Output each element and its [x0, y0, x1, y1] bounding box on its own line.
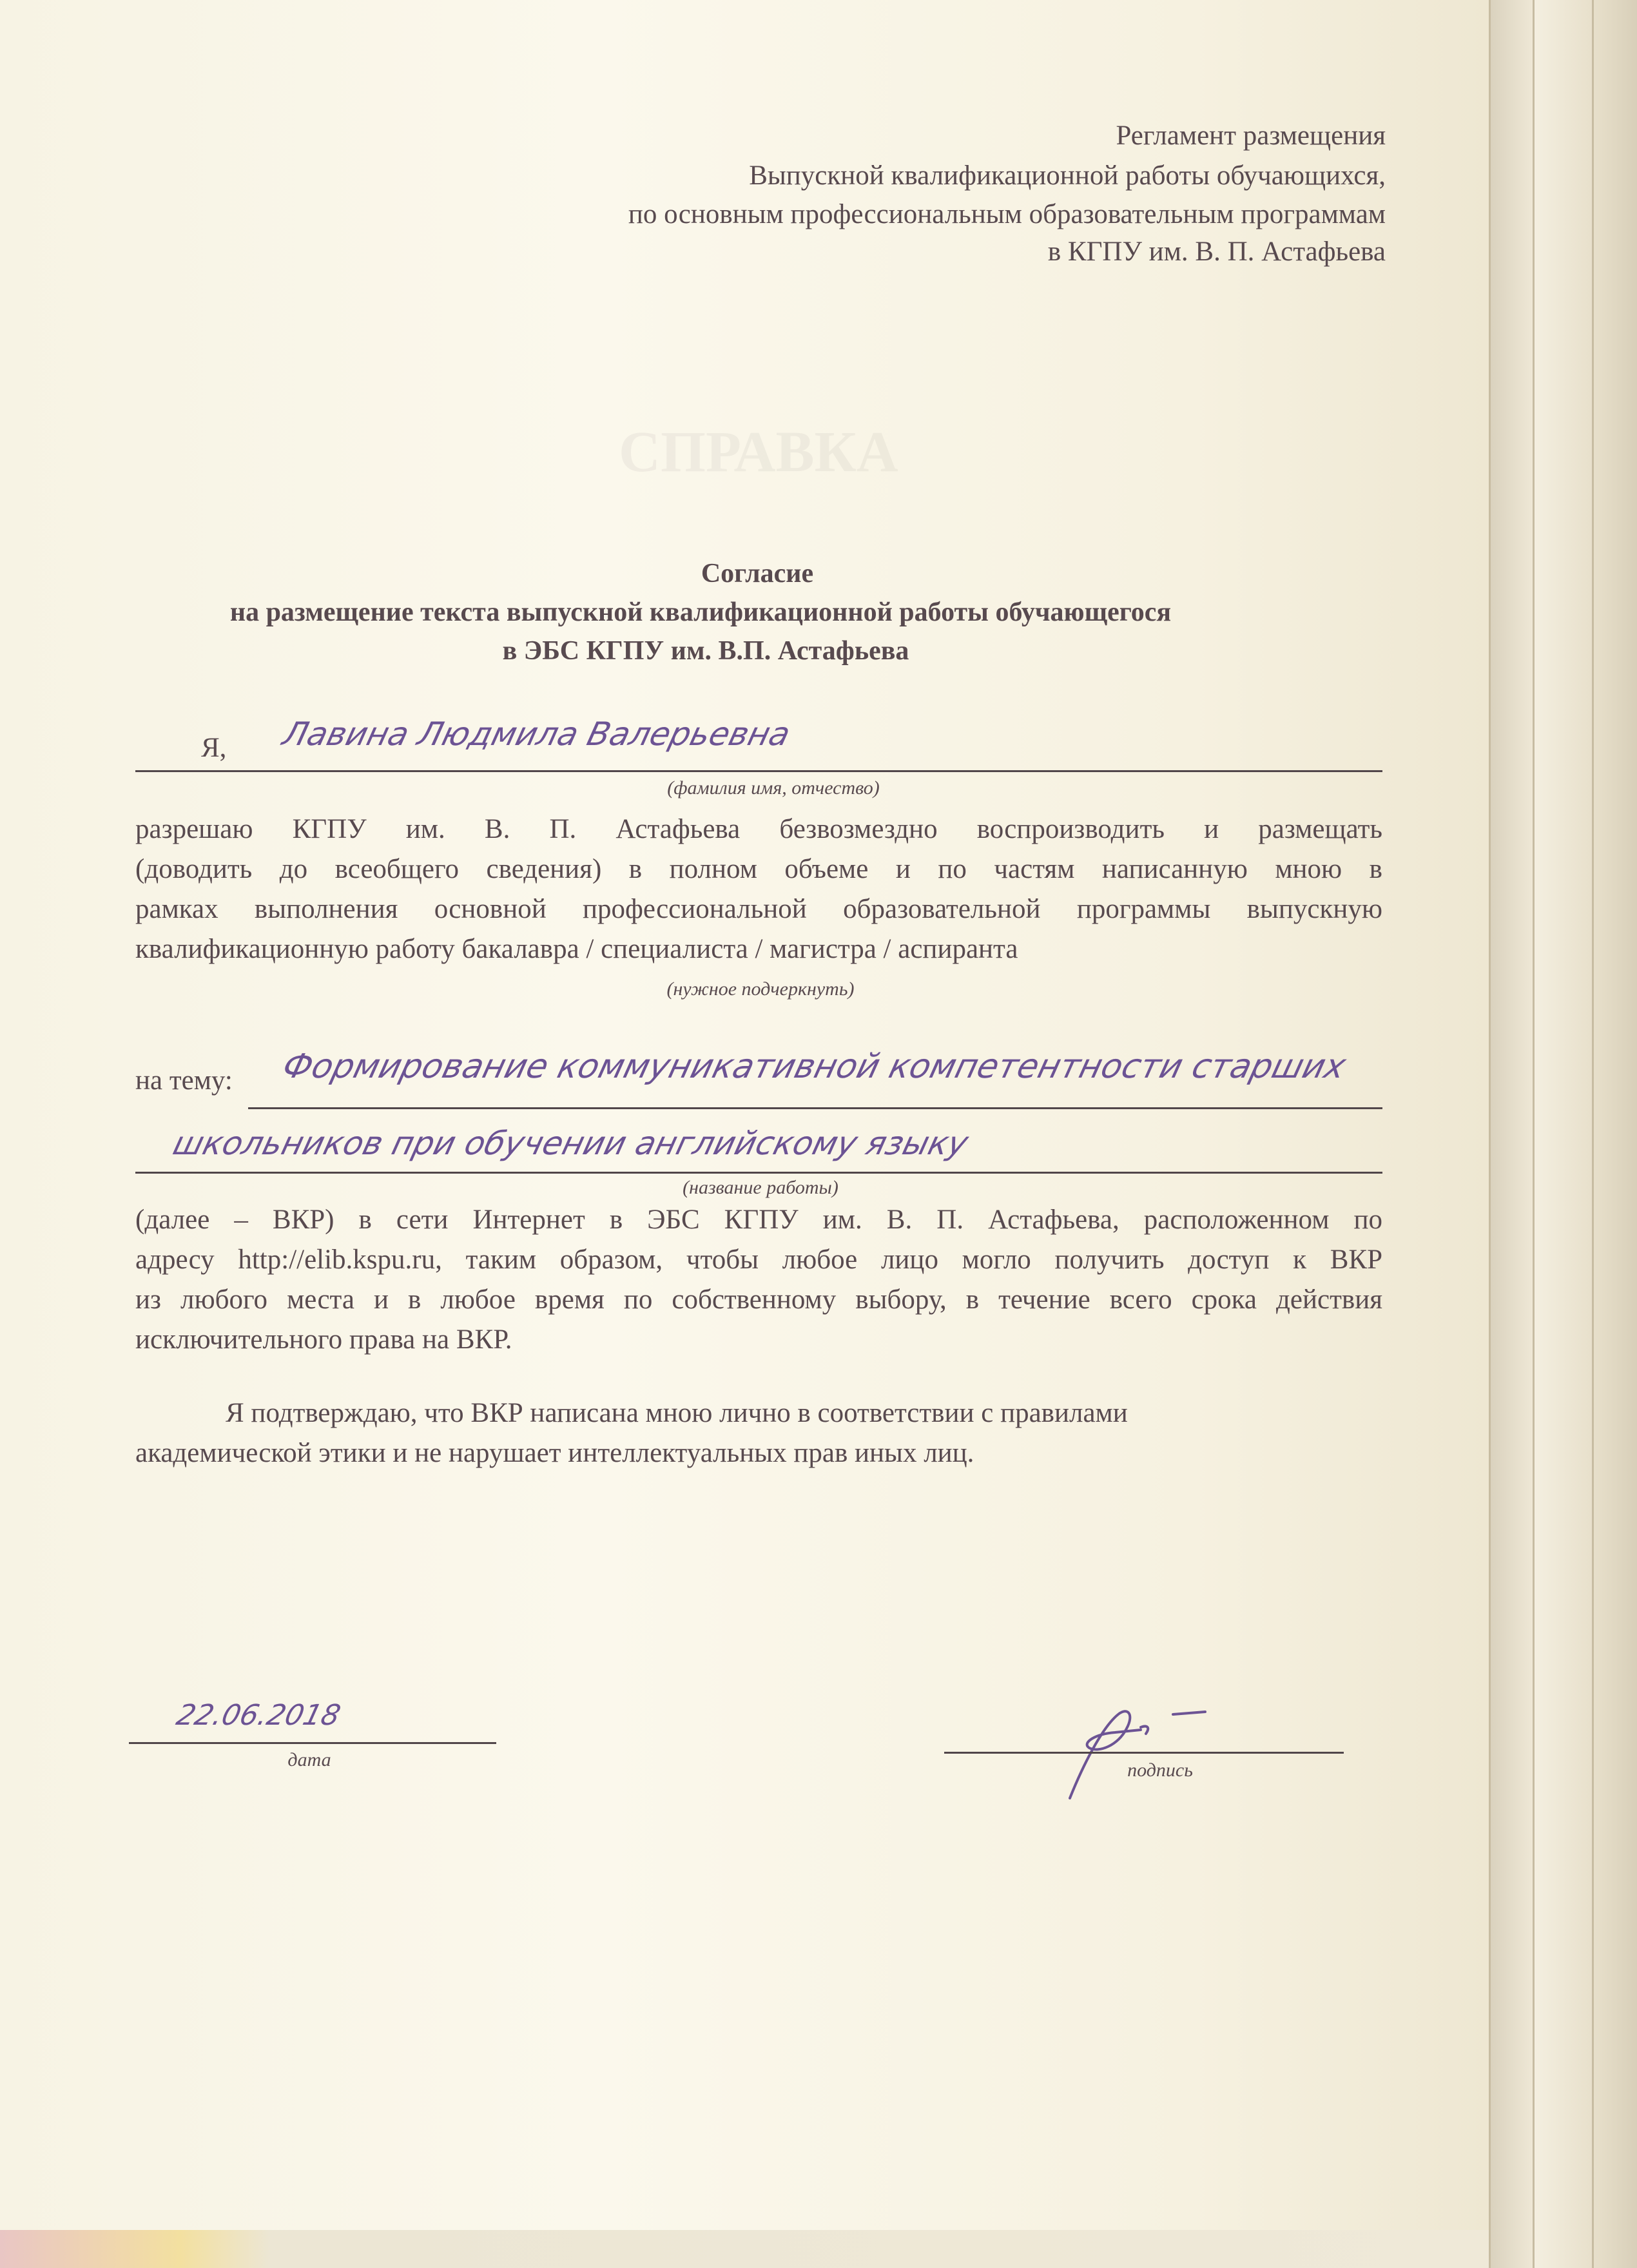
placement-text-line: исключительного права на ВКР. [135, 1324, 512, 1355]
consent-text-line: рамках выполнения основной профессиональной образовательной программы выпускную [135, 894, 1382, 924]
date-underline [129, 1742, 496, 1744]
scan-bottom-strip [0, 2230, 1489, 2268]
consent-text-line: (доводить до всеобщего сведения) в полном объеме и по частям написанную мною в [135, 854, 1382, 884]
handwritten-topic-line: Формирование коммуникативной компетентности старших [278, 1047, 1350, 1086]
topic-underline [248, 1107, 1382, 1109]
name-prefix: Я, [201, 733, 227, 763]
placement-text-line: адресу http://elib.kspu.ru, таким образом, чтобы любое лицо могло получить доступ к ВКР [135, 1245, 1382, 1275]
topic-caption: (название работы) [683, 1177, 838, 1198]
document-title: Согласие [701, 559, 814, 588]
consent-text-line: квалификационную работу бакалавра / специалиста / магистра / аспиранта [135, 934, 1018, 964]
date-caption: дата [287, 1749, 331, 1770]
placement-text-line: (далее – ВКР) в сети Интернет в ЭБС КГПУ им. В. П. Астафьева, расположенном по [135, 1205, 1382, 1235]
page-edge-line [1489, 0, 1491, 2268]
handwritten-topic-line: школьников при обучении английскому языку [169, 1125, 973, 1162]
regulation-header-line: Выпускной квалификационной работы обучающихся, [749, 160, 1386, 191]
page-stack-edge [1489, 0, 1534, 2268]
regulation-header-line: Регламент размещения [1116, 121, 1386, 151]
regulation-header-line: по основным профессиональным образовательным программам [628, 199, 1386, 229]
page-stack-edge [1534, 0, 1637, 2268]
document-subtitle: в ЭБС КГПУ им. В.П. Астафьева [502, 636, 909, 666]
name-underline [135, 770, 1382, 772]
regulation-header-line: в КГПУ им. В. П. Астафьева [1047, 237, 1386, 267]
confirmation-text-line: академической этики и не нарушает интеллектуальных прав иных лиц. [135, 1438, 974, 1468]
page-edge-line [1592, 0, 1594, 2268]
name-caption: (фамилия имя, отчество) [667, 777, 880, 799]
placement-text-line: из любого места и в любое время по собственному выбору, в течение всего срока действия [135, 1284, 1382, 1315]
page-edge-line [1533, 0, 1535, 2268]
document-subtitle: на размещение текста выпускной квалификационной работы обучающегося [229, 597, 1172, 627]
handwritten-full-name: Лавина Людмила Валерьевна [278, 715, 795, 753]
handwritten-date: 22.06.2018 [173, 1699, 344, 1732]
bleed-through-mark: СПРАВКА [619, 420, 898, 484]
confirmation-text-line: Я подтверждаю, что ВКР написана мною лично в соответствии с правилами [226, 1398, 1128, 1428]
consent-text-line: разрешаю КГПУ им. В. П. Астафьева безвозмездно воспроизводить и размещать [135, 814, 1382, 844]
topic-prefix: на тему: [135, 1065, 233, 1096]
signature-underline [944, 1752, 1344, 1754]
signature-caption: подпись [1127, 1759, 1193, 1781]
handwritten-signature [1044, 1689, 1257, 1805]
underline-hint-caption: (нужное подчеркнуть) [666, 978, 855, 1000]
topic-underline [135, 1172, 1382, 1174]
